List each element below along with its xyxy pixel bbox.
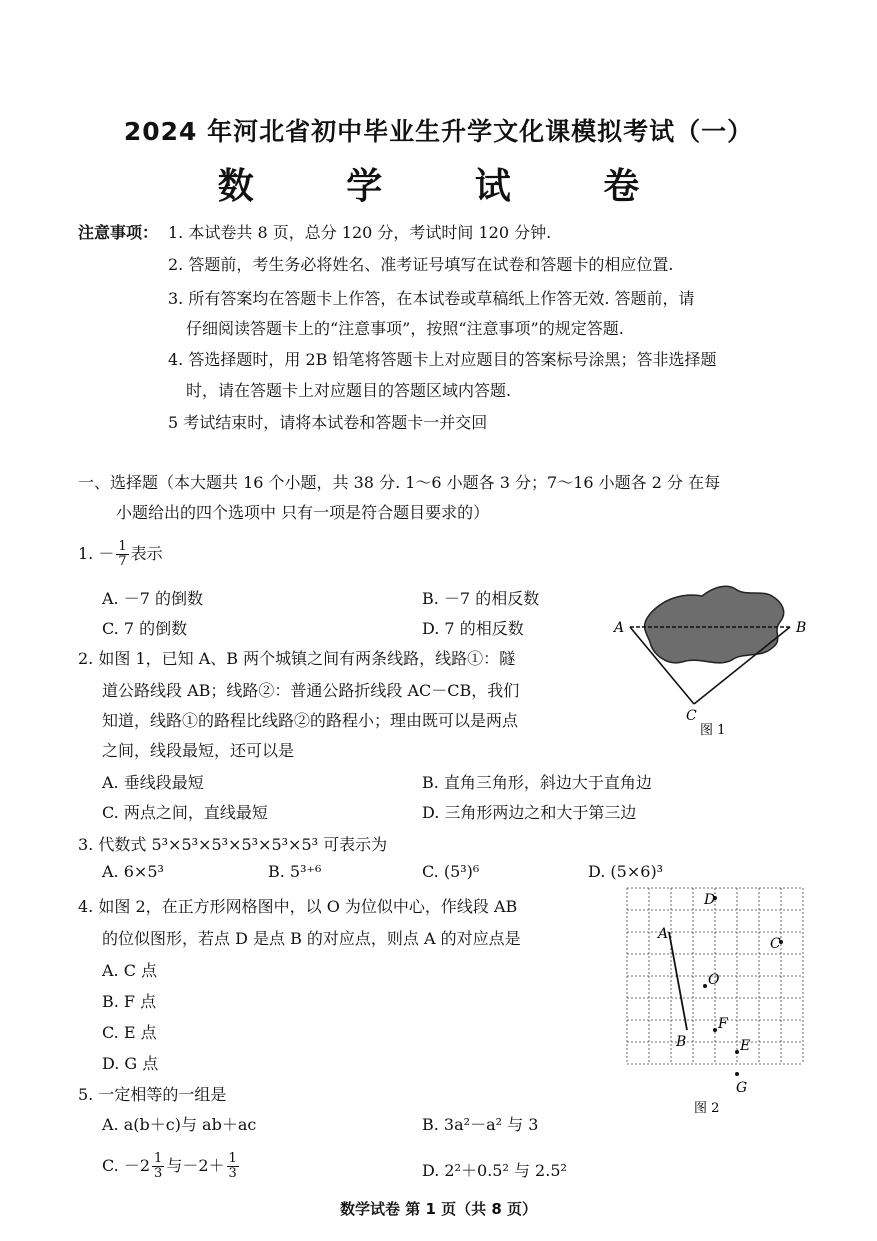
label-b: B: [676, 1034, 687, 1050]
point-label-c: C: [686, 708, 697, 724]
notice-item: 2. 答题前，考生务必将姓名、准考证号填写在试卷和答题卡的相应位置.: [168, 255, 674, 274]
point-e: [735, 1050, 739, 1054]
notice-item: 1. 本试卷共 8 页，总分 120 分，考试时间 120 分钟.: [168, 223, 552, 242]
option-text: C. －2: [102, 1156, 151, 1175]
point-f: [713, 1028, 717, 1032]
fraction-numerator: 1: [118, 539, 127, 554]
label-o: O: [708, 972, 720, 988]
fraction-denominator: 3: [154, 1166, 163, 1181]
paper-subtitle: 数 学 试 卷: [217, 166, 680, 207]
question-number: 1.: [78, 544, 94, 563]
q2-option-a: A. 垂线段最短: [102, 773, 204, 792]
figure-caption: 图 2: [694, 1101, 720, 1116]
label-g: G: [736, 1080, 748, 1096]
point-label-b: B: [796, 620, 807, 636]
q5-option-d: D. 2²＋0.5² 与 2.5²: [422, 1161, 567, 1180]
q1-option-b: B. －7 的相反数: [422, 589, 540, 608]
q3-option-d: D. (5×6)³: [588, 862, 664, 881]
q5-option-b: B. 3a²－a² 与 3: [422, 1115, 539, 1134]
q4-option-b: B. F 点: [102, 992, 157, 1011]
exam-title: 2024 年河北省初中毕业生升学文化课模拟考试（一）: [123, 117, 754, 146]
q4-option-c: C. E 点: [102, 1023, 157, 1042]
label-e: E: [740, 1038, 751, 1054]
page-footer: 数学试卷 第 1 页（共 8 页）: [340, 1200, 537, 1218]
q2-stem-line: 2. 如图 1，已知 A、B 两个城镇之间有两条线路，线路①：隧: [78, 649, 516, 668]
notice-item: 仔细阅读答题卡上的“注意事项”，按照“注意事项”的规定答题.: [186, 319, 624, 338]
q4-stem-line: 的位似图形，若点 D 是点 B 的对应点，则点 A 的对应点是: [102, 929, 521, 948]
figure-1: [612, 582, 812, 742]
fraction: [227, 1152, 239, 1181]
label-d: D: [704, 892, 716, 908]
notices-label: 注意事项：: [78, 223, 159, 242]
q4-option-a: A. C 点: [102, 961, 158, 980]
q1-option-c: C. 7 的倒数: [102, 619, 188, 638]
q4-option-d: D. G 点: [102, 1054, 159, 1073]
q3-option-a: A. 6×5³: [102, 862, 164, 881]
fraction: [152, 1152, 164, 1181]
q2-stem-line: 知道，线路①的路程比线路②的路程小；理由既可以是两点: [102, 711, 519, 730]
fraction: [116, 540, 128, 569]
q2-option-d: D. 三角形两边之和大于第三边: [422, 803, 637, 822]
q5-stem: 5. 一定相等的一组是: [78, 1085, 227, 1104]
option-text: 与－2＋: [166, 1156, 225, 1175]
stem-text: 表示: [130, 544, 163, 563]
q1-option-a: A. －7 的倒数: [102, 589, 203, 608]
q2-stem-line: 道公路线段 AB；线路②：普通公路折线段 AC－CB，我们: [102, 681, 520, 700]
figure-2: [612, 886, 812, 1116]
fraction-numerator: 1: [228, 1151, 237, 1166]
notice-item: 4. 答选择题时，用 2B 铅笔将答题卡上对应题目的答案标号涂黑；答非选择题: [168, 350, 717, 369]
point-label-a: A: [614, 620, 625, 636]
question-1-stem: [78, 540, 163, 569]
fraction-numerator: 1: [154, 1151, 163, 1166]
label-c: C: [770, 936, 781, 952]
point-g: [735, 1072, 739, 1076]
q1-option-d: D. 7 的相反数: [422, 619, 524, 638]
notice-item: 5 考试结束时，请将本试卷和答题卡一并交回: [168, 413, 488, 432]
point-o: [703, 984, 707, 988]
segment-ab: [669, 932, 687, 1030]
figure-caption: 图 1: [700, 723, 726, 738]
q2-option-b: B. 直角三角形，斜边大于直角边: [422, 773, 652, 792]
q2-option-c: C. 两点之间，直线最短: [102, 803, 268, 822]
section-heading: 一、选择题（本大题共 16 个小题，共 38 分. 1～6 小题各 3 分；7～16 小题各 2 分 在每: [78, 473, 721, 492]
label-a: A: [658, 926, 669, 942]
fraction-denominator: 3: [228, 1166, 237, 1181]
q3-stem: 3. 代数式 5³×5³×5³×5³×5³×5³ 可表示为: [78, 835, 388, 854]
q5-option-c: [102, 1152, 241, 1181]
notice-item: 时，请在答题卡上对应题目的答题区域内答题.: [186, 381, 512, 400]
q4-stem-line: 4. 如图 2，在正方形网格图中，以 O 为位似中心，作线段 AB: [78, 897, 518, 916]
q5-option-a: A. a(b＋c)与 ab＋ac: [102, 1115, 257, 1134]
label-f: F: [718, 1016, 728, 1032]
q2-stem-line: 之间，线段最短，还可以是: [102, 741, 295, 760]
notice-item: 3. 所有答案均在答题卡上作答，在本试卷或草稿纸上作答无效. 答题前，请: [168, 289, 695, 308]
q3-option-b: B. 5³⁺⁶: [268, 862, 322, 881]
section-heading-cont: 小题给出的四个选项中 只有一项是符合题目要求的）: [116, 503, 490, 522]
q3-option-c: C. (5³)⁶: [422, 862, 480, 881]
mountain-shape: [645, 586, 784, 663]
minus-sign: －: [98, 544, 115, 563]
fraction-denominator: 7: [118, 554, 127, 569]
